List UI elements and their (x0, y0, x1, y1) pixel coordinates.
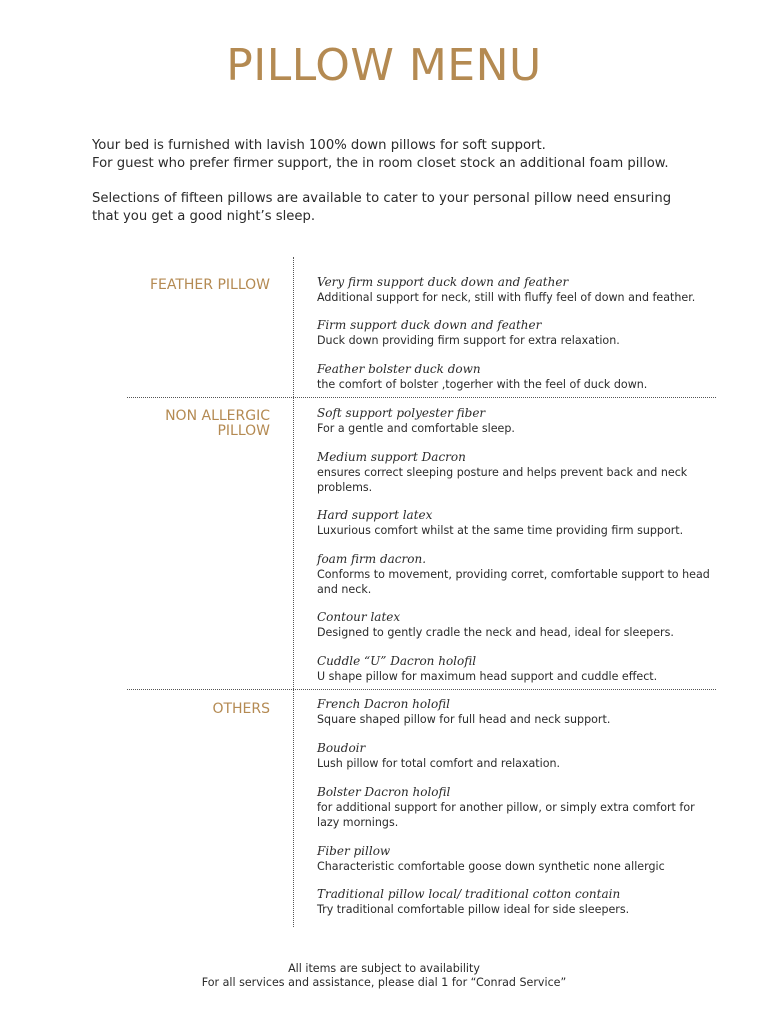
pillow-description: Conforms to movement, providing corret, comfortable support to head and neck. (317, 568, 710, 596)
service-note: For all services and assistance, please dial 1 for “Conrad Service” (201, 976, 567, 989)
pillow-description: Try traditional comfortable pillow ideal for side sleepers. (317, 903, 630, 916)
pillow-item (317, 362, 717, 392)
pillow-description: Characteristic comfortable goose down synthetic none allergic (317, 860, 665, 873)
pillow-description: Luxurious comfort whilst at the same time providing firm support. (317, 524, 684, 537)
intro-line: Selections of fifteen pillows are available to cater to your personal pillow need ensuring (92, 191, 672, 206)
intro-line: Your bed is furnished with lavish 100% down pillows for soft support. (92, 138, 546, 153)
pillow-name: Cuddle “U” Dacron holofil (317, 654, 477, 668)
pillow-description: Square shaped pillow for full head and neck support. (317, 713, 611, 726)
pillow-name: Medium support Dacron (317, 450, 466, 464)
category-non-allergic-pillow (165, 409, 270, 439)
pillow-item (317, 275, 717, 305)
pillow-name: Fiber pillow (317, 844, 391, 858)
pillow-description: ensures correct sleeping posture and helps prevent back and neck problems. (317, 466, 688, 494)
pillow-description: Designed to gently cradle the neck and head, ideal for sleepers. (317, 626, 674, 639)
category-label: OTHERS (212, 701, 270, 717)
category-label: NON ALLERGIC (165, 408, 270, 424)
pillow-item (317, 844, 717, 874)
pillow-description: Lush pillow for total comfort and relaxation. (317, 757, 561, 770)
pillow-name: Very firm support duck down and feather (317, 275, 569, 289)
pillow-name: Contour latex (317, 610, 401, 624)
pillow-item (317, 785, 717, 830)
pillow-description: U shape pillow for maximum head support and cuddle effect. (317, 670, 658, 683)
pillow-name: French Dacron holofil (317, 697, 451, 711)
column-divider (293, 257, 294, 927)
pillow-name: foam firm dacron. (317, 552, 427, 566)
intro-line: that you get a good night’s sleep. (92, 209, 316, 224)
pillow-item (317, 610, 717, 640)
category-label: FEATHER PILLOW (149, 277, 270, 293)
pillow-name: Traditional pillow local/ traditional cotton contain (317, 887, 621, 901)
pillow-item (317, 406, 717, 436)
pillow-item (317, 741, 717, 771)
intro-line: For guest who prefer firmer support, the in room closet stock an additional foam pillow. (92, 156, 669, 171)
pillow-description: For a gentle and comfortable sleep. (317, 422, 515, 435)
pillow-name: Feather bolster duck down (317, 362, 481, 376)
intro-text (92, 137, 722, 226)
page-title: PILLOW MENU (226, 40, 542, 91)
pillow-item (317, 508, 717, 538)
section-divider (127, 689, 716, 690)
pillow-name: Hard support latex (317, 508, 433, 522)
pillow-name: Boudoir (317, 741, 366, 755)
pillow-description: for additional support for another pillow, or simply extra comfort for lazy mornings. (317, 801, 695, 829)
pillow-item (317, 552, 717, 597)
pillow-item (317, 697, 717, 727)
pillow-description: the comfort of bolster ,togerher with the feel of duck down. (317, 378, 648, 391)
footer (0, 962, 768, 990)
pillow-item (317, 450, 717, 495)
category-feather-pillow (150, 278, 270, 293)
pillow-description: Duck down providing firm support for extra relaxation. (317, 334, 620, 347)
pillow-name: Firm support duck down and feather (317, 318, 542, 332)
pillow-item (317, 318, 717, 348)
pillow-item (317, 654, 717, 684)
pillow-description: Additional support for neck, still with fluffy feel of down and feather. (317, 291, 696, 304)
pillow-name: Bolster Dacron holofil (317, 785, 451, 799)
section-divider (127, 397, 716, 398)
availability-note: All items are subject to availability (288, 962, 480, 975)
pillow-name: Soft support polyester fiber (317, 406, 486, 420)
pillow-item (317, 887, 717, 917)
category-others (212, 702, 270, 717)
category-label: PILLOW (217, 423, 270, 439)
